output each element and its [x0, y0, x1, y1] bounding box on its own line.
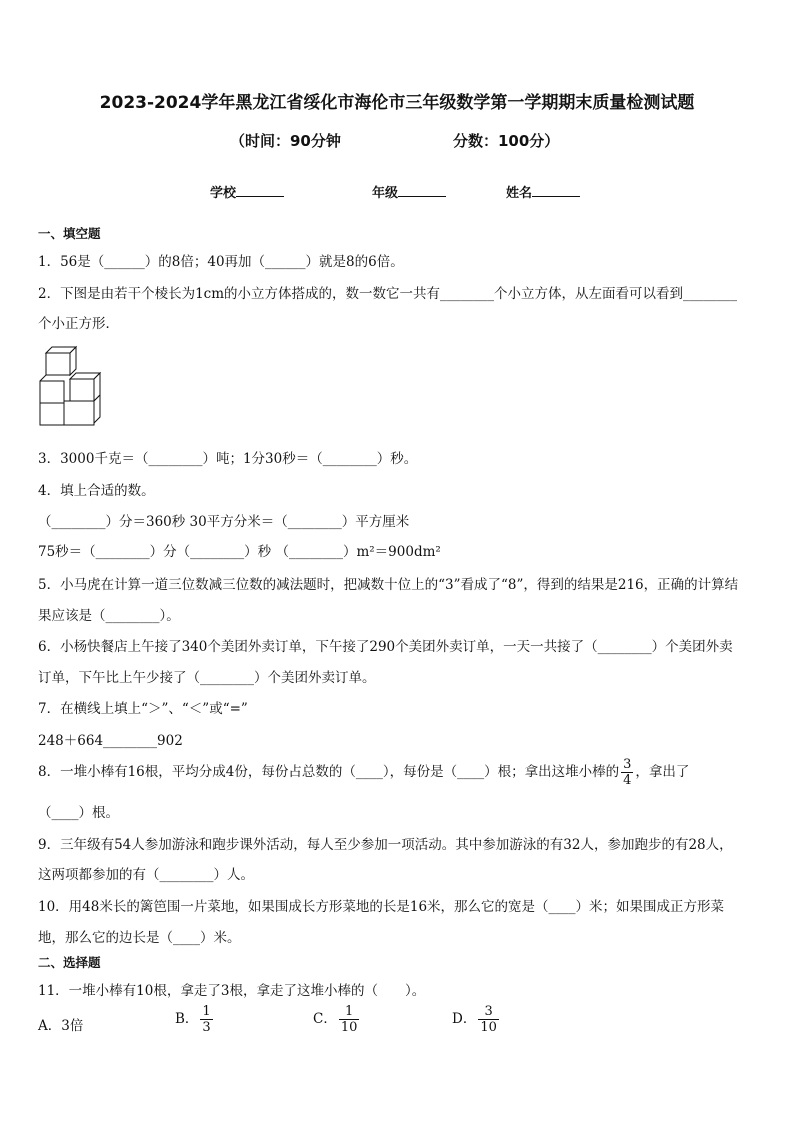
- fraction-three-quarters: [621, 757, 633, 788]
- fraction-denominator: 10: [480, 1020, 497, 1035]
- fraction-denominator: 3: [202, 1020, 211, 1035]
- question-6-line-1: 6．小杨快餐店上午接了340个美团外卖订单，下午接了290个美团外卖订单，一天一共接了（________）个美团外卖: [38, 639, 733, 655]
- grade-label: 年级: [372, 186, 399, 201]
- school-label: 学校: [210, 186, 237, 201]
- section-fill-heading: 一、填空题: [38, 226, 101, 241]
- option-a[interactable]: A．3倍: [38, 1018, 84, 1034]
- option-b[interactable]: [175, 1004, 215, 1035]
- cube-bottom-left: [40, 403, 64, 425]
- option-b-label: B．: [175, 1011, 199, 1027]
- section-choice-heading: 二、选择题: [38, 955, 101, 970]
- question-5-line-1: 5．小马虎在计算一道三位数减三位数的减法题时，把减数十位上的“3”看成了“8”，得到的结果是216，正确的计算结: [38, 577, 739, 593]
- option-d-label: D．: [452, 1011, 477, 1027]
- grade-field[interactable]: [372, 182, 446, 201]
- option-c[interactable]: [313, 1004, 361, 1035]
- name-field[interactable]: [506, 182, 580, 201]
- name-blank[interactable]: [532, 184, 580, 197]
- option-c-fraction: [339, 1004, 360, 1035]
- cube-mid-right-front: [70, 379, 94, 401]
- school-blank[interactable]: [236, 184, 284, 197]
- question-8-text: 8．一堆小棒有16根，平均分成4份，每份占总数的（____），每份是（____）根；拿出这堆小棒的: [38, 764, 620, 780]
- question-2-line-2: 个小正方形．: [38, 316, 119, 332]
- fraction-numerator: 1: [202, 1004, 211, 1019]
- question-4-row-1: （________）分＝360秒 30平方分米＝（________）平方厘米: [38, 514, 410, 530]
- question-9-line-1: 9．三年级有54人参加游泳和跑步课外活动，每人至少参加一项活动。其中参加游泳的有32人，参加跑步的有28人，: [38, 837, 733, 853]
- question-5-line-2: 果应该是（________）。: [38, 608, 180, 624]
- question-9-line-2: 这两项都参加的有（________）人。: [38, 867, 254, 883]
- exam-score: 分数：100分）: [453, 132, 560, 150]
- question-3: 3．3000千克＝（________）吨；1分30秒＝（________）秒。: [38, 451, 418, 467]
- question-6-line-2: 订单，下午比上午少接了（________）个美团外卖订单。: [38, 670, 376, 686]
- grade-blank[interactable]: [398, 184, 446, 197]
- question-4-row-2: 75秒＝（________）分（________）秒 （________）m²＝900dm²: [38, 544, 441, 560]
- question-10-line-1: 10．用48米长的篱笆围一片菜地，如果围成长方形菜地的长是16米，那么它的宽是（____）米；如果围成正方形菜: [38, 899, 725, 915]
- option-b-fraction: [200, 1004, 212, 1035]
- name-label: 姓名: [506, 186, 533, 201]
- question-8-line-1: [38, 757, 689, 788]
- page-title: 2023-2024学年黑龙江省绥化市海伦市三年级数学第一学期期末质量检测试题: [99, 93, 695, 113]
- fraction-denominator: 10: [340, 1020, 358, 1035]
- cube-figure: [38, 343, 108, 433]
- question-11: 11．一堆小棒有10根，拿走了3根，拿走了这堆小棒的（ ）。: [38, 983, 426, 999]
- question-2-line-1: 2．下图是由若干个棱长为1cm的小立方体搭成的，数一数它一共有________个小立方体，从左面看可以看到________: [38, 286, 738, 302]
- cube-mid-left-front: [40, 381, 64, 403]
- fraction-numerator: 3: [623, 757, 632, 772]
- school-field[interactable]: [210, 182, 284, 201]
- fraction-numerator: 3: [478, 1004, 499, 1020]
- option-c-label: C．: [313, 1011, 337, 1027]
- fraction-denominator: 4: [623, 773, 632, 788]
- question-7-expression: 248＋664________902: [38, 733, 183, 749]
- question-10-line-2: 地，那么它的边长是（____）米。: [38, 930, 241, 946]
- question-1: 1．56是（______）的8倍；40再加（______）就是8的6倍。: [38, 254, 404, 270]
- exam-time: （时间：90分钟: [230, 132, 341, 150]
- question-8-tail: ，拿出了: [635, 764, 690, 780]
- question-4: 4．填上合适的数。: [38, 483, 155, 499]
- option-d[interactable]: [452, 1004, 501, 1035]
- question-8-line-2: （____）根。: [38, 805, 119, 821]
- cube-bottom-right: [64, 401, 94, 425]
- question-7: 7．在横线上填上“＞”、“＜”或“=”: [38, 701, 248, 717]
- option-d-fraction: [478, 1004, 499, 1035]
- fraction-numerator: 1: [339, 1004, 360, 1020]
- cube-top-front: [46, 353, 70, 375]
